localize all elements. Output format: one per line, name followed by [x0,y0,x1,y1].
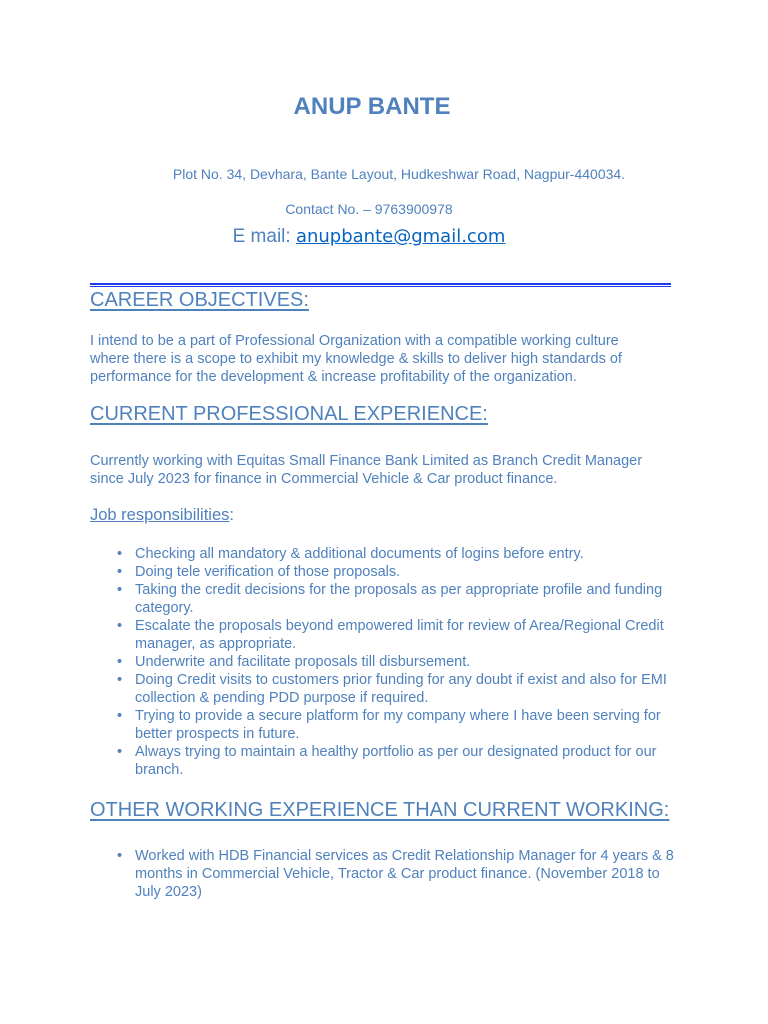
divider [90,283,671,287]
job-responsibilities-heading [90,506,234,525]
email-line [0,226,753,248]
current-experience-text: Currently working with Equitas Small Finance Bank Limited as Branch Credit Manager since July 2023 for finance in Commercial Vehicle & Car product finance. [90,453,643,487]
other-experience-list [117,847,682,901]
address: Plot No. 34, Devhara, Bante Layout, Hudkeshwar Road, Nagpur-440034. [172,166,626,182]
career-objectives-heading: CAREER OBJECTIVES: [90,289,309,311]
contact-number: Contact No. – 9763900978 [285,201,453,217]
list-item: • Doing Credit visits to customers prior funding for any doubt if exist and also for EMI collection & pending PDD purpose if required. [117,671,682,707]
other-experience-heading: OTHER WORKING EXPERIENCE THAN CURRENT WORKING: [90,799,670,821]
list-item: • Taking the credit decisions for the proposals as per appropriate profile and funding category. [117,581,682,617]
list-item: • Worked with HDB Financial services as Credit Relationship Manager for 4 years & 8 months in Commercial Vehicle, Tractor & Car product finance. (November 2018 to July 2023) [117,847,682,901]
responsibilities-list [117,545,682,779]
list-item: • Underwrite and facilitate proposals till disbursement. [117,653,682,671]
list-item: • Checking all mandatory & additional documents of logins before entry. [117,545,682,563]
list-item: • Escalate the proposals beyond empowered limit for review of Area/Regional Credit manager, as appropriate. [117,617,682,653]
email-label: E mail: [232,226,296,247]
career-objectives-text: I intend to be a part of Professional Organization with a compatible working culture where there is a scope to exhibit my knowledge & skills to deliver high standards of performance for the development & increase profitability of the organization. [90,333,622,385]
list-item: • Always trying to maintain a healthy portfolio as per our designated product for our branch. [117,743,682,779]
colon: : [229,506,234,524]
current-experience-heading: CURRENT PROFESSIONAL EXPERIENCE: [90,403,488,425]
list-item: • Trying to provide a secure platform for my company where I have been serving for better prospects in future. [117,707,682,743]
email-link[interactable]: anupbante@gmail.com [295,226,506,247]
candidate-name: ANUP BANTE [293,93,451,120]
list-item: • Doing tele verification of those proposals. [117,563,682,581]
job-responsibilities-label: Job responsibilities [90,506,230,524]
